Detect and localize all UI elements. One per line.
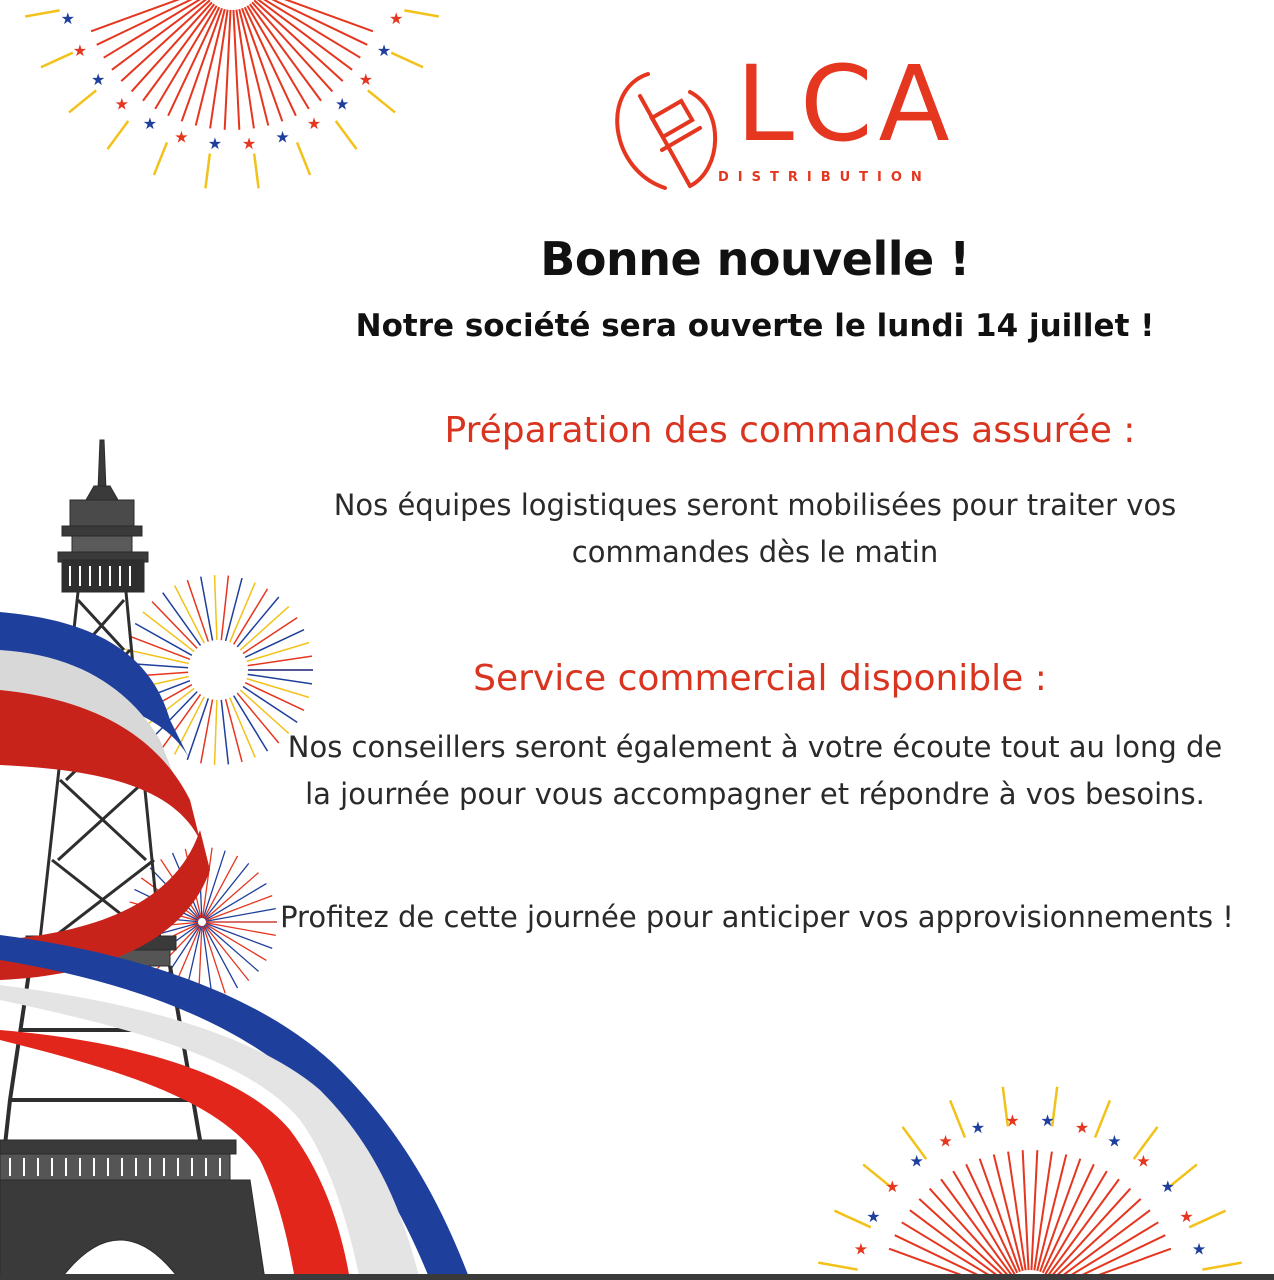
star-icon: ★	[207, 134, 223, 154]
star-icon: ★	[376, 40, 392, 60]
section-title-preparation: Préparation des commandes assurée :	[444, 410, 1136, 451]
star-icon: ★	[970, 1117, 986, 1137]
subheadline: Notre société sera ouverte le lundi 14 juillet !	[355, 308, 1155, 344]
closing-message: Profitez de cette journée pour anticiper vos approvisionnements !	[280, 900, 1234, 934]
star-icon: ★	[1074, 1117, 1090, 1137]
section-body-commercial	[240, 724, 1270, 818]
star-icon: ★	[1160, 1177, 1175, 1197]
star-icon: ★	[306, 113, 322, 133]
star-icon: ★	[174, 127, 189, 147]
star-icon: ★	[275, 127, 290, 147]
body-line: la journée pour vous accompagner et répondre à vos besoins.	[305, 777, 1205, 811]
star-icon: ★	[853, 1239, 869, 1259]
body-line: Nos conseillers seront également à votre écoute tout au long de	[287, 730, 1223, 764]
logo-wordmark: LCA	[736, 43, 956, 165]
star-icon: ★	[1136, 1151, 1151, 1171]
star-icon: ★	[866, 1206, 881, 1226]
star-icon: ★	[358, 69, 373, 89]
star-icon: ★	[1040, 1110, 1055, 1130]
star-icon: ★	[389, 8, 404, 28]
star-icon: ★	[1191, 1239, 1207, 1259]
bottom-divider	[0, 1274, 1274, 1280]
section-body-preparation	[270, 482, 1240, 576]
star-icon: ★	[334, 94, 350, 114]
star-icon: ★	[938, 1131, 953, 1151]
star-icon: ★	[91, 69, 106, 89]
star-icon: ★	[909, 1151, 924, 1171]
star-icon: ★	[241, 134, 257, 154]
star-icon: ★	[60, 8, 75, 28]
body-line: commandes dès le matin	[571, 535, 939, 569]
star-icon: ★	[1179, 1206, 1194, 1226]
body-line: Nos équipes logistiques seront mobilisées pour traiter vos	[333, 488, 1177, 522]
logo-subtitle: DISTRIBUTION	[718, 170, 931, 185]
headline: Bonne nouvelle !	[540, 232, 970, 286]
star-icon: ★	[1005, 1110, 1020, 1130]
star-icon: ★	[114, 94, 130, 114]
star-icon: ★	[142, 113, 158, 133]
star-icon: ★	[885, 1177, 900, 1197]
star-icon: ★	[1107, 1131, 1122, 1151]
star-icon: ★	[72, 40, 88, 60]
section-title-commercial: Service commercial disponible :	[473, 658, 1047, 699]
